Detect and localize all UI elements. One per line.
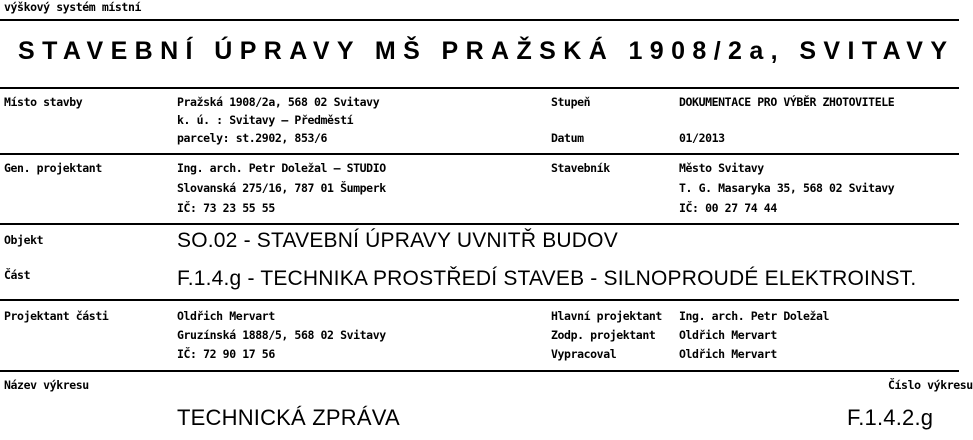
divider-roles — [0, 370, 959, 372]
designer-address: Slovanská 275/16, 787 01 Šumperk — [177, 181, 386, 195]
part-designer-address: Gruzínská 1888/5, 568 02 Svitavy — [177, 328, 386, 342]
object-value: SO.02 - STAVEBNÍ ÚPRAVY UVNITŘ BUDOV — [177, 229, 618, 252]
part-designer-name: Oldřich Mervart — [177, 309, 275, 323]
part-value: F.1.4.g - TECHNIKA PROSTŘEDÍ STAVEB - SILNOPROUDÉ ELEKTROINST. — [177, 267, 917, 290]
part-designer-id: IČ: 72 90 17 56 — [177, 347, 275, 361]
site-cadastre: k. ú. : Svitavy – Předměstí — [177, 113, 354, 127]
divider-top — [0, 19, 959, 21]
date-label: Datum — [551, 131, 584, 145]
designer-id: IČ: 73 23 55 55 — [177, 201, 275, 215]
divider-title — [0, 87, 959, 89]
investor-name: Město Svitavy — [679, 161, 764, 175]
part-label: Část — [4, 268, 31, 282]
drawing-name-value: TECHNICKÁ ZPRÁVA — [177, 405, 400, 430]
page-title: STAVEBNÍ ÚPRAVY MŠ PRAŽSKÁ 1908/2a, SVITAVY — [18, 37, 955, 65]
investor-label: Stavebník — [551, 161, 610, 175]
responsible-designer-label: Zodp. projektant — [551, 328, 656, 342]
stage-value: DOKUMENTACE PRO VÝBĚR ZHOTOVITELE — [679, 95, 895, 109]
drawing-number-label: Číslo výkresu — [888, 378, 973, 392]
height-system-label: výškový systém místní — [4, 0, 141, 14]
responsible-designer-value: Oldřich Mervart — [679, 328, 777, 342]
designer-label: Gen. projektant — [4, 161, 102, 175]
divider-site — [0, 153, 959, 155]
main-designer-value: Ing. arch. Petr Doležal — [679, 309, 830, 323]
date-value: 01/2013 — [679, 131, 725, 145]
designer-name: Ing. arch. Petr Doležal – STUDIO — [177, 161, 386, 175]
drawn-by-value: Oldřich Mervart — [679, 347, 777, 361]
site-address: Pražská 1908/2a, 568 02 Svitavy — [177, 95, 380, 109]
site-label: Místo stavby — [4, 95, 83, 109]
stage-label: Stupeň — [551, 95, 591, 109]
drawing-number-value: F.1.4.2.g — [847, 405, 934, 430]
drawing-name-label: Název výkresu — [4, 378, 89, 392]
divider-designer — [0, 223, 959, 225]
investor-address: T. G. Masaryka 35, 568 02 Svitavy — [679, 181, 895, 195]
drawn-by-label: Vypracoval — [551, 347, 617, 361]
object-label: Objekt — [4, 233, 44, 247]
main-designer-label: Hlavní projektant — [551, 309, 662, 323]
site-parcels: parcely: st.2902, 853/6 — [177, 131, 328, 145]
investor-id: IČ: 00 27 74 44 — [679, 201, 777, 215]
part-designer-label: Projektant části — [4, 309, 109, 323]
divider-part — [0, 299, 959, 301]
